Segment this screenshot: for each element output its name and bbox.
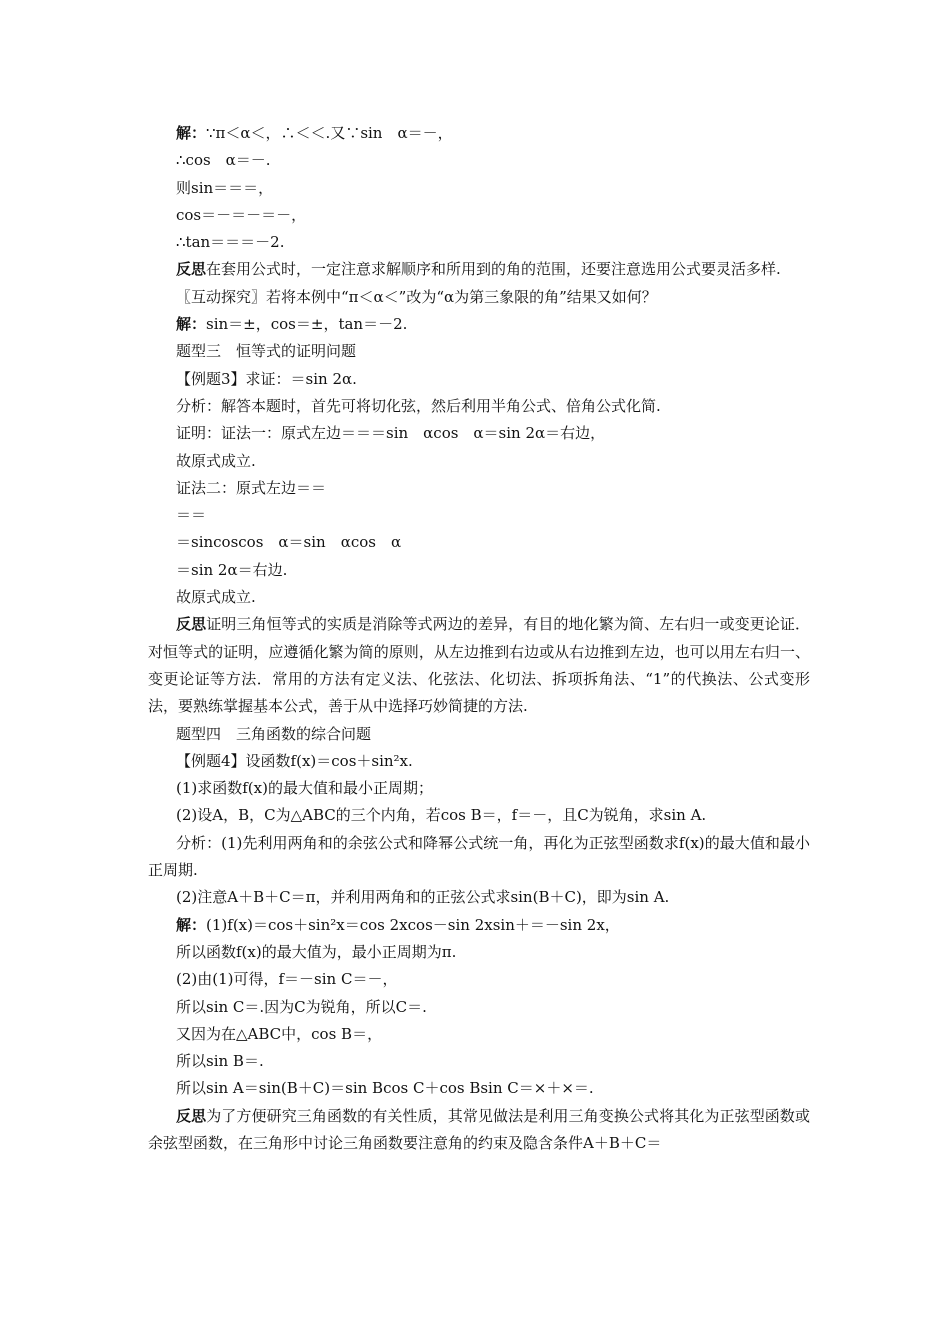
paragraph-text: 在套用公式时，一定注意求解顺序和所用到的角的范围，还要注意选用公式要灵活多样. [206, 260, 781, 279]
document-body [148, 120, 810, 1157]
proof-line [148, 475, 810, 502]
line-text: 证明：证法一：原式左边＝＝＝sin αcos α＝sin 2α＝右边， [176, 424, 606, 443]
proof-line [148, 557, 810, 584]
line-text: ＝sincoscos α＝sin αcos α [176, 533, 402, 552]
paragraph-text: 分析：(1)先利用两角和的余弦公式和降幂公式统一角，再化为正弦型函数求f(x)的最大值和最小正周期. [148, 833, 810, 880]
line-text: 所以sin C＝.因为C为锐角，所以C＝. [176, 997, 427, 1016]
analysis-line [148, 393, 810, 420]
line-text: 〖互动探究〗若将本例中“π＜α＜”改为“α为第三象限的角”结果又如何？ [176, 287, 657, 306]
section-heading [148, 338, 810, 365]
interactive-exploration [148, 284, 810, 311]
proof-line [148, 502, 810, 529]
heading-text: 题型三 恒等式的证明问题 [176, 342, 357, 361]
line-text: 所以函数f(x)的最大值为，最小正周期为π. [176, 942, 457, 961]
solution-label: 解： [176, 315, 207, 334]
solution-line [148, 175, 810, 202]
line-text: ∴tan＝＝＝－2. [176, 233, 285, 252]
reflection-label: 反思 [176, 615, 207, 634]
solution-line [148, 202, 810, 229]
line-text: (2)设A，B，C为△ABC的三个内角，若cos B＝，f＝－，且C为锐角，求sin A. [176, 806, 707, 825]
line-text: 所以sin A＝sin(B＋C)＝sin Bcos C＋cos Bsin C＝×＋×＝. [176, 1079, 594, 1098]
reflection-paragraph [148, 256, 810, 283]
proof-line [148, 529, 810, 556]
line-text: (1)f(x)＝cos＋sin²x＝cos 2xcos－sin 2xsin＋＝－sin 2x， [206, 915, 620, 934]
line-text: ＝sin 2α＝右边. [176, 560, 288, 579]
analysis-line [148, 884, 810, 911]
solution-line [148, 966, 810, 993]
line-text: sin＝±，cos＝±，tan＝－2. [206, 315, 408, 334]
line-text: (1)求函数f(x)的最大值和最小正周期； [176, 779, 433, 798]
paragraph-text: 为了方便研究三角函数的有关性质，其常见做法是利用三角变换公式将其化为正弦型函数或余弦型函数，在三角形中讨论三角函数要注意角的约束及隐含条件A＋B＋C＝ [148, 1106, 810, 1152]
analysis-paragraph [148, 830, 810, 885]
reflection-label: 反思 [176, 1106, 207, 1125]
line-text: 【例题3】求证：＝sin 2α. [176, 369, 357, 388]
line-text: 分析：解答本题时，首先可将切化弦，然后利用半角公式、倍角公式化简. [176, 396, 661, 415]
reflection-paragraph [148, 1103, 810, 1158]
proof-line [148, 584, 810, 611]
line-text: (2)注意A＋B＋C＝π，并利用两角和的正弦公式求sin(B＋C)，即为sin A. [176, 888, 670, 907]
solution-line [148, 994, 810, 1021]
proof-line [148, 448, 810, 475]
solution-line [148, 1021, 810, 1048]
line-text: (2)由(1)可得，f＝－sin C＝－， [176, 970, 398, 989]
solution-line [148, 1075, 810, 1102]
section-heading [148, 721, 810, 748]
solution-label: 解： [176, 915, 207, 934]
line-text: 又因为在△ABC中，cos B＝， [176, 1024, 383, 1043]
line-text: 【例题4】设函数f(x)＝cos＋sin²x. [176, 751, 413, 770]
line-text: ∵π＜α＜，∴＜＜.又∵sin α＝－， [206, 124, 453, 142]
proof-line [148, 420, 810, 447]
solution-line [148, 311, 810, 338]
solution-line [148, 120, 810, 147]
line-text: 证法二：原式左边＝＝ [176, 478, 327, 497]
solution-line [148, 229, 810, 256]
line-text: cos＝－＝－＝－， [176, 205, 307, 224]
question-line [148, 775, 810, 802]
example-title [148, 748, 810, 775]
reflection-paragraph [148, 611, 810, 720]
line-text: 则sin＝＝＝， [176, 178, 274, 197]
solution-label: 解： [176, 124, 207, 142]
line-text: ＝＝ [176, 506, 207, 525]
line-text: 故原式成立. [176, 451, 256, 470]
line-text: 故原式成立. [176, 588, 256, 607]
solution-line [148, 939, 810, 966]
line-text: 所以sin B＝. [176, 1052, 264, 1071]
paragraph-text: 证明三角恒等式的实质是消除等式两边的差异，有目的地化繁为简、左右归一或变更论证．对恒等式的证明，应遵循化繁为简的原则，从左边推到右边或从右边推到左边，也可以用左右归一、变更论证等方法．常用的方法有定义法、化弦法、化切法、拆项拆角法、“1”的代换法、公式变形法，要熟练掌握基本公式，善于从中选择巧妙简捷的方法. [148, 615, 810, 716]
heading-text: 题型四 三角函数的综合问题 [176, 724, 372, 743]
reflection-label: 反思 [176, 260, 207, 279]
example-title [148, 366, 810, 393]
solution-line [148, 1048, 810, 1075]
solution-line [148, 912, 810, 939]
solution-line [148, 147, 810, 174]
line-text: ∴cos α＝－. [176, 151, 271, 170]
question-line [148, 802, 810, 829]
